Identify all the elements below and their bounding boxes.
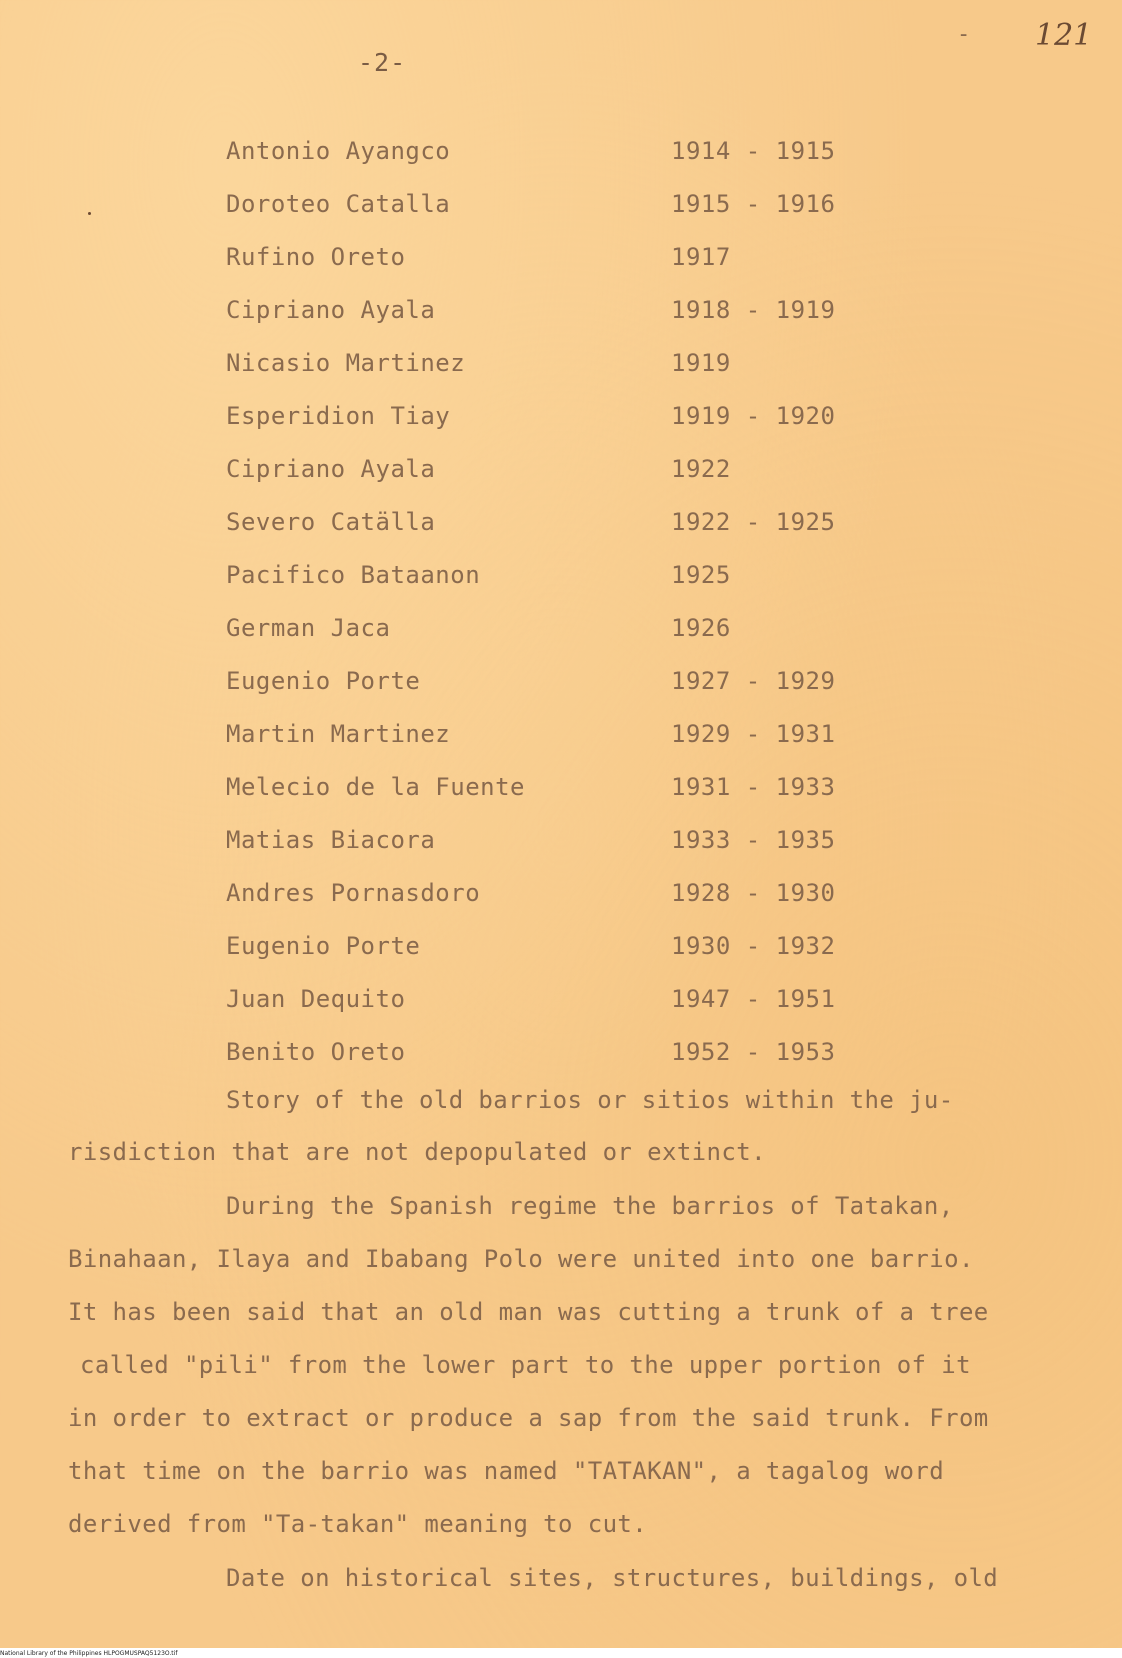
official-term: 1952 - 1953 xyxy=(671,1037,836,1066)
spanish-regime-line-7: derived from "Ta-takan" meaning to cut. xyxy=(68,1510,648,1538)
official-term: 1931 - 1933 xyxy=(671,772,836,801)
spanish-regime-line-1: During the Spanish regime the barrios of Tatakan, xyxy=(226,1192,954,1220)
official-term: 1933 - 1935 xyxy=(671,825,836,854)
official-term: 1917 xyxy=(671,242,731,271)
official-name: Antonio Ayangco xyxy=(226,136,451,165)
official-name: Cipriano Ayala xyxy=(226,295,436,324)
official-row xyxy=(226,283,926,336)
spanish-regime-line-4: called "pili" from the lower part to the upper portion of it xyxy=(80,1351,971,1379)
official-row xyxy=(226,336,926,389)
official-row xyxy=(226,919,926,972)
official-name: Nicasio Martinez xyxy=(226,348,466,377)
story-heading-line-1: Story of the old barrios or sitios within the ju- xyxy=(226,1086,954,1114)
official-term: 1926 xyxy=(671,613,731,642)
official-name: Martin Martinez xyxy=(226,719,451,748)
official-term: 1928 - 1930 xyxy=(671,878,836,907)
official-row xyxy=(226,442,926,495)
official-row xyxy=(226,972,926,1025)
official-name: Pacifico Bataanon xyxy=(226,560,481,589)
officials-list xyxy=(226,124,926,1078)
official-name: Severo Catälla xyxy=(226,507,436,536)
footer-caption: National Library of the Philippines HLPOGMUSPAQ5123O.tif xyxy=(0,1650,178,1657)
official-term: 1927 - 1929 xyxy=(671,666,836,695)
official-name: Andres Pornasdoro xyxy=(226,878,481,907)
official-name: Benito Oreto xyxy=(226,1037,406,1066)
official-name: Matias Biacora xyxy=(226,825,436,854)
spanish-regime-line-3: It has been said that an old man was cutting a trunk of a tree xyxy=(68,1298,989,1326)
official-term: 1918 - 1919 xyxy=(671,295,836,324)
official-row xyxy=(226,813,926,866)
handwritten-page-number: 121 xyxy=(1035,18,1093,53)
stray-dash-mark: - xyxy=(957,22,971,47)
historical-sites-line-1: Date on historical sites, structures, buildings, old xyxy=(226,1564,999,1592)
official-row xyxy=(226,654,926,707)
official-name: Eugenio Porte xyxy=(226,931,421,960)
official-term: 1915 - 1916 xyxy=(671,189,836,218)
spanish-regime-line-6: that time on the barrio was named "TATAKAN", a tagalog word xyxy=(68,1457,945,1485)
official-name: Rufino Oreto xyxy=(226,242,406,271)
official-term: 1922 - 1925 xyxy=(671,507,836,536)
spanish-regime-line-5: in order to extract or produce a sap from the said trunk. From xyxy=(68,1404,989,1432)
official-row xyxy=(226,1025,926,1078)
official-row xyxy=(226,707,926,760)
official-term: 1919 - 1920 xyxy=(671,401,836,430)
official-term: 1914 - 1915 xyxy=(671,136,836,165)
spanish-regime-line-2: Binahaan, Ilaya and Ibabang Polo were united into one barrio. xyxy=(68,1245,974,1273)
official-name: Doroteo Catalla xyxy=(226,189,451,218)
story-heading-line-2: risdiction that are not depopulated or extinct. xyxy=(68,1138,766,1166)
official-name: Esperidion Tiay xyxy=(226,401,451,430)
official-row xyxy=(226,601,926,654)
official-term: 1947 - 1951 xyxy=(671,984,836,1013)
official-row xyxy=(226,124,926,177)
official-term: 1929 - 1931 xyxy=(671,719,836,748)
official-term: 1919 xyxy=(671,348,731,377)
official-name: Juan Dequito xyxy=(226,984,406,1013)
official-term: 1930 - 1932 xyxy=(671,931,836,960)
page-number: -2- xyxy=(358,48,407,77)
official-name: Eugenio Porte xyxy=(226,666,421,695)
official-name: Melecio de la Fuente xyxy=(226,772,525,801)
official-row xyxy=(226,389,926,442)
official-term: 1925 xyxy=(671,560,731,589)
official-row xyxy=(226,548,926,601)
official-row xyxy=(226,230,926,283)
stray-ink-dot xyxy=(88,212,91,215)
official-name: Cipriano Ayala xyxy=(226,454,436,483)
official-row xyxy=(226,760,926,813)
official-row xyxy=(226,495,926,548)
official-term: 1922 xyxy=(671,454,731,483)
official-row xyxy=(226,177,926,230)
official-name: German Jaca xyxy=(226,613,391,642)
official-row xyxy=(226,866,926,919)
